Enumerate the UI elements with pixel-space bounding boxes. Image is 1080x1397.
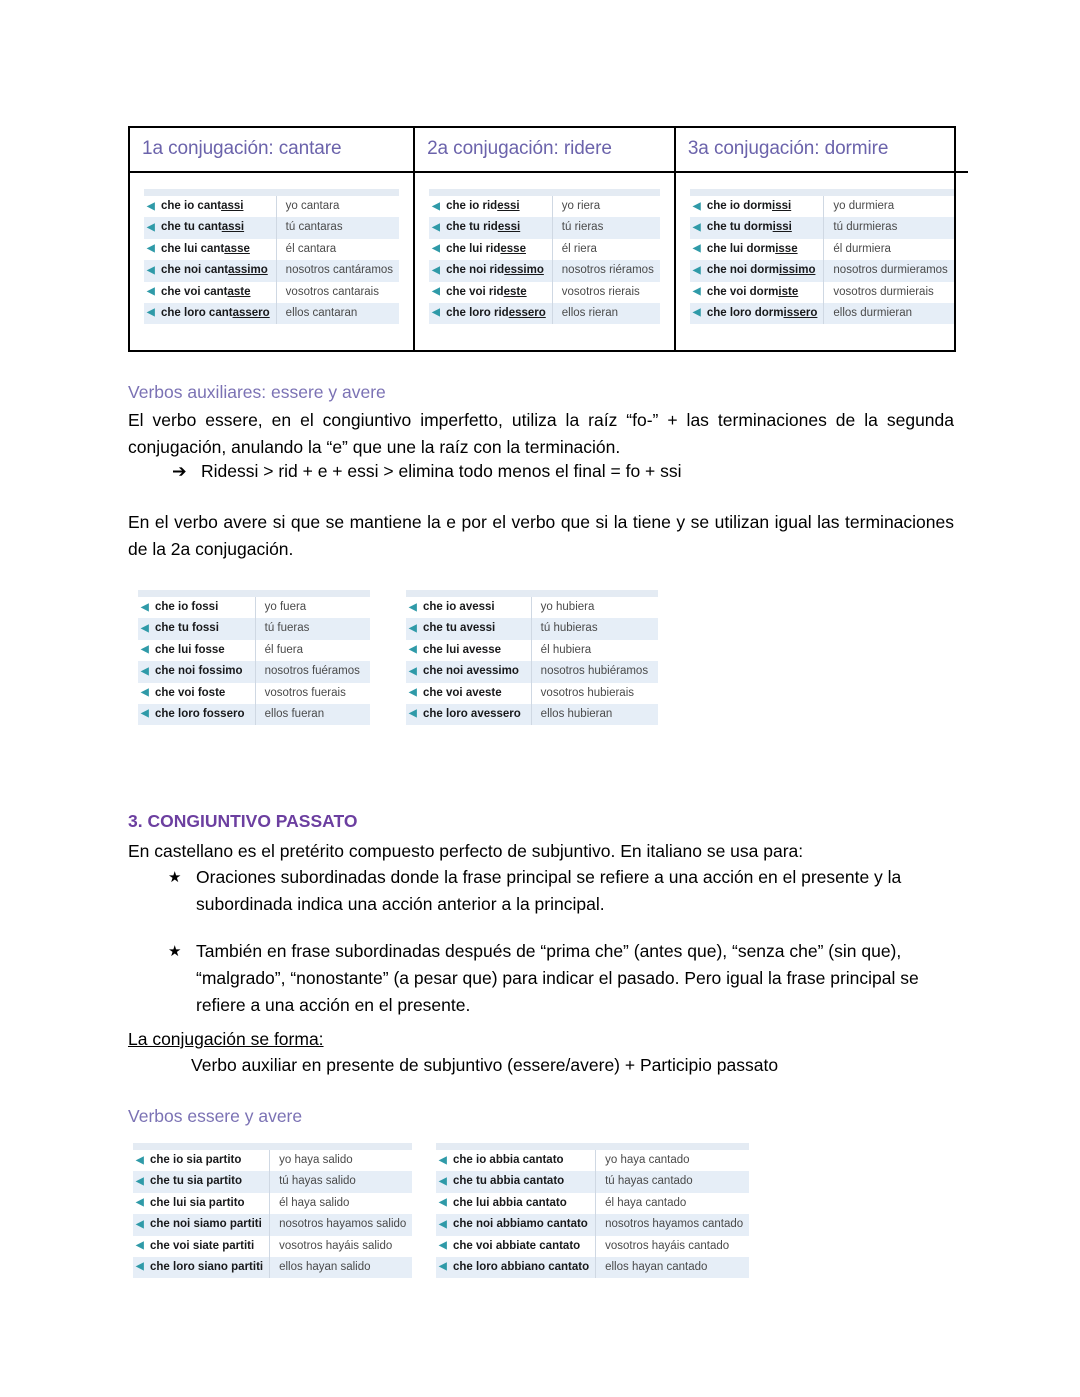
table-row	[406, 661, 658, 682]
table-row	[429, 303, 660, 324]
star-icon: ★	[168, 943, 182, 960]
table-row	[133, 1193, 412, 1214]
table-row	[690, 193, 954, 218]
speaker-icon[interactable]: ◀	[147, 243, 155, 255]
spanish-gloss-cell: nosotros hayamos salido	[279, 1218, 407, 1231]
conjugation-verb-table	[144, 189, 399, 324]
spanish-gloss-cell: nosotros hubiéramos	[540, 665, 649, 678]
italian-form-cell: ◀ che tu avessi	[406, 618, 531, 639]
italian-form-cell: ◀ che noi avessimo	[406, 661, 531, 682]
spanish-gloss-cell: tú cantaras	[285, 221, 343, 234]
table-row	[690, 260, 954, 281]
italian-form-cell: ◀ che loro abbiano cantato	[436, 1257, 596, 1278]
table-row	[406, 640, 658, 661]
speaker-icon[interactable]: ◀	[147, 264, 155, 276]
aux-paragraph-2: En el verbo avere si que se mantiene la e por el verbo que si la tiene y se utilizan igual las terminaciones de la 2a conjugación.	[128, 512, 954, 559]
speaker-icon[interactable]: ◀	[439, 1261, 447, 1273]
spanish-gloss-cell: tú durmieras	[833, 221, 898, 234]
speaker-icon[interactable]: ◀	[147, 200, 155, 212]
table-row	[429, 260, 660, 281]
table-avere-imperfetto	[406, 590, 658, 725]
table-row	[133, 1214, 412, 1235]
table-row	[406, 683, 658, 704]
speaker-icon[interactable]: ◀	[432, 221, 440, 233]
table-row	[138, 661, 370, 682]
table-row	[138, 704, 370, 725]
table-row	[690, 303, 954, 324]
star-icon: ★	[168, 869, 182, 886]
spanish-gloss-cell: ellos hubieran	[540, 707, 613, 720]
italian-form-cell: ◀ che tu ridessi	[429, 217, 552, 238]
italian-form-cell: ◀ che io cantassi	[144, 193, 276, 218]
italian-form-cell: ◀ che io dormissi	[690, 193, 824, 218]
italian-form-cell: ◀ che loro cantassero	[144, 303, 276, 324]
italian-form-cell: ◀ che tu fossi	[138, 618, 255, 639]
table-row	[144, 193, 399, 218]
spanish-gloss-cell: ellos cantaran	[285, 306, 358, 319]
spanish-gloss-cell: nosotros fuéramos	[264, 665, 360, 678]
conjugation-column-1	[130, 128, 415, 350]
table-row	[436, 1214, 749, 1235]
speaker-icon[interactable]: ◀	[439, 1154, 447, 1166]
speaker-icon[interactable]: ◀	[432, 307, 440, 319]
conjugation-column-body	[415, 173, 674, 350]
aux-verb-table-essere	[138, 590, 370, 725]
conjugation-column-title: 3a conjugación: dormire	[676, 128, 968, 173]
spanish-gloss-cell: yo haya salido	[279, 1154, 353, 1166]
speaker-icon[interactable]: ◀	[409, 687, 417, 698]
italian-form-cell: ◀ che lui fosse	[138, 640, 255, 661]
table-row	[144, 239, 399, 260]
speaker-icon[interactable]: ◀	[409, 708, 417, 720]
spanish-gloss-cell: yo cantara	[285, 200, 340, 212]
spanish-gloss-cell: ellos hayan salido	[279, 1260, 371, 1273]
speaker-icon[interactable]: ◀	[136, 1240, 144, 1251]
speaker-icon[interactable]: ◀	[409, 644, 417, 656]
speaker-icon[interactable]: ◀	[439, 1218, 447, 1230]
speaker-icon[interactable]: ◀	[409, 622, 417, 634]
spanish-gloss-cell: tú hubieras	[540, 622, 598, 635]
spanish-gloss-cell: vosotros durmierais	[833, 285, 934, 298]
speaker-icon[interactable]: ◀	[141, 622, 149, 634]
table-row	[436, 1236, 749, 1257]
speaker-icon[interactable]: ◀	[692, 243, 701, 255]
italian-form-cell: ◀ che lui dormisse	[690, 239, 824, 260]
speaker-icon[interactable]: ◀	[692, 307, 701, 319]
italian-form-cell: ◀ che tu dormissi	[690, 217, 824, 238]
italian-form-cell: ◀ che voi abbiate cantato	[436, 1236, 596, 1257]
speaker-icon[interactable]: ◀	[692, 264, 701, 276]
conjugation-verb-table	[429, 189, 660, 324]
conjugation-column-3	[676, 128, 968, 350]
list-item	[168, 864, 958, 918]
table-avere-passato	[436, 1143, 744, 1278]
spanish-gloss-cell: yo haya cantado	[605, 1154, 690, 1166]
list-item-text: Oraciones subordinadas donde la frase principal se refiere a una acción en el presente y la subordinada indica una acción anterior a la principal.	[196, 867, 902, 914]
speaker-icon[interactable]: ◀	[141, 644, 149, 656]
table-row	[133, 1257, 412, 1278]
table-row	[429, 239, 660, 260]
conjugation-column-title: 2a conjugación: ridere	[415, 128, 674, 173]
table-row	[429, 282, 660, 303]
aux-arrow-text: Ridessi > rid + e + essi > elimina todo menos el final = fo + ssi	[201, 461, 682, 481]
table-row	[690, 282, 954, 303]
speaker-icon[interactable]: ◀	[147, 221, 155, 233]
spanish-gloss-cell: yo durmiera	[833, 200, 895, 212]
italian-form-cell: ◀ che loro fossero	[138, 704, 255, 725]
italian-form-cell: ◀ che noi fossimo	[138, 661, 255, 682]
italian-form-cell: ◀ che voi foste	[138, 683, 255, 704]
table-row	[436, 1257, 749, 1278]
spanish-gloss-cell: nosotros durmieramos	[833, 264, 948, 277]
italian-form-cell: ◀ che voi aveste	[406, 683, 531, 704]
speaker-icon[interactable]: ◀	[147, 307, 155, 319]
table-row	[429, 193, 660, 218]
spanish-gloss-cell: él durmiera	[833, 242, 891, 255]
spanish-gloss-cell: él riera	[561, 242, 597, 255]
spanish-gloss-cell: tú hayas salido	[279, 1175, 356, 1188]
table-row	[133, 1236, 412, 1257]
italian-form-cell: ◀ che noi siamo partiti	[133, 1214, 270, 1235]
table-row	[436, 1171, 749, 1192]
spanish-gloss-cell: ellos durmieran	[833, 306, 913, 319]
table-row	[144, 217, 399, 238]
table-row	[133, 1147, 412, 1172]
table-row	[406, 704, 658, 725]
speaker-icon[interactable]: ◀	[141, 708, 149, 720]
italian-form-cell: ◀ che voi siate partiti	[133, 1236, 270, 1257]
spanish-gloss-cell: él haya cantado	[605, 1196, 687, 1209]
speaker-icon[interactable]: ◀	[432, 264, 440, 276]
aux-paragraph-1: El verbo essere, en el congiuntivo imperfetto, utiliza la raíz “fo-” + las terminaciones de la segunda conjugación, anulando la “e” que une la raíz con la terminación.	[128, 410, 954, 457]
conjugation-column-body	[130, 173, 413, 350]
spanish-gloss-cell: él cantara	[285, 242, 337, 255]
speaker-icon[interactable]: ◀	[141, 665, 149, 677]
conjugation-column-body	[676, 173, 968, 350]
speaker-icon[interactable]: ◀	[692, 286, 701, 297]
list-item	[168, 938, 958, 1019]
table-row	[436, 1147, 749, 1172]
passato-verb-table-avere-cantato	[436, 1143, 749, 1278]
italian-form-cell: ◀ che loro ridessero	[429, 303, 552, 324]
speaker-icon[interactable]: ◀	[439, 1197, 447, 1209]
italian-form-cell: ◀ che noi dormissimo	[690, 260, 824, 281]
passato-bullet-list	[168, 864, 958, 1019]
spanish-gloss-cell: ellos rieran	[561, 306, 619, 319]
table-essere-imperfetto	[138, 590, 370, 725]
italian-form-cell: ◀ che loro avessero	[406, 704, 531, 725]
table-row	[144, 260, 399, 281]
table-row	[133, 1171, 412, 1192]
italian-form-cell: ◀ che lui sia partito	[133, 1193, 270, 1214]
passato-verb-table-essere-partito	[133, 1143, 412, 1278]
italian-form-cell: ◀ che noi abbiamo cantato	[436, 1214, 596, 1235]
italian-form-cell: ◀ che tu abbia cantato	[436, 1171, 596, 1192]
speaker-icon[interactable]: ◀	[692, 200, 701, 212]
italian-form-cell: ◀ che tu sia partito	[133, 1171, 270, 1192]
spanish-gloss-cell: vosotros fuerais	[264, 686, 346, 699]
italian-form-cell: ◀ che lui abbia cantato	[436, 1193, 596, 1214]
table-row	[138, 594, 370, 619]
table-row	[406, 594, 658, 619]
speaker-icon[interactable]: ◀	[136, 1154, 144, 1166]
spanish-gloss-cell: tú rieras	[561, 221, 604, 234]
spanish-gloss-cell: vosotros hayáis cantado	[605, 1239, 730, 1252]
italian-form-cell: ◀ che tu cantassi	[144, 217, 276, 238]
table-row	[138, 640, 370, 661]
italian-form-cell: ◀ che loro dormissero	[690, 303, 824, 324]
table-row	[690, 217, 954, 238]
aux-arrow-line	[172, 458, 962, 485]
conjugation-column-title: 1a conjugación: cantare	[130, 128, 413, 173]
spanish-gloss-cell: yo fuera	[264, 601, 307, 613]
spanish-gloss-cell: nosotros riéramos	[561, 264, 654, 277]
spanish-gloss-cell: yo hubiera	[540, 601, 595, 613]
spanish-gloss-cell: nosotros cantáramos	[285, 264, 394, 277]
spanish-gloss-cell: nosotros hayamos cantado	[605, 1218, 744, 1231]
table-essere-passato	[133, 1143, 407, 1278]
italian-form-cell: ◀ che voi rideste	[429, 282, 552, 303]
speaker-icon[interactable]: ◀	[141, 601, 149, 613]
italian-form-cell: ◀ che noi cantassimo	[144, 260, 276, 281]
table-row	[138, 618, 370, 639]
passato-verbs-heading: Verbos essere y avere	[128, 1106, 303, 1126]
italian-form-cell: ◀ che lui ridesse	[429, 239, 552, 260]
conjugation-form-line: Verbo auxiliar en presente de subjuntivo (essere/avere) + Participio passato	[191, 1055, 779, 1075]
spanish-gloss-cell: ellos fueran	[264, 707, 325, 720]
table-row	[436, 1193, 749, 1214]
table-row	[144, 303, 399, 324]
spanish-gloss-cell: vosotros hubierais	[540, 686, 634, 699]
speaker-icon[interactable]: ◀	[692, 221, 701, 233]
aux-verb-table-avere	[406, 590, 658, 725]
italian-form-cell: ◀ che voi cantaste	[144, 282, 276, 303]
aux-verbs-heading: Verbos auxiliares: essere y avere	[128, 382, 386, 402]
table-row	[144, 282, 399, 303]
list-item-text: También en frase subordinadas después de “prima che” (antes que), “senza che” (sin que), “malgrado”, “nonostante” (a pesar que) para indicar el pasado. Pero igual la frase principal se refiere a una acción en el presente.	[196, 941, 919, 1015]
speaker-icon[interactable]: ◀	[141, 687, 149, 698]
spanish-gloss-cell: tú fueras	[264, 622, 310, 635]
speaker-icon[interactable]: ◀	[439, 1175, 447, 1187]
table-row	[406, 618, 658, 639]
speaker-icon[interactable]: ◀	[432, 243, 440, 255]
speaker-icon[interactable]: ◀	[136, 1218, 144, 1230]
spanish-gloss-cell: tú hayas cantado	[605, 1175, 693, 1188]
speaker-icon[interactable]: ◀	[409, 601, 417, 613]
conjugation-table-frame	[128, 126, 956, 352]
speaker-icon[interactable]: ◀	[432, 200, 440, 212]
spanish-gloss-cell: vosotros cantarais	[285, 285, 379, 298]
spanish-gloss-cell: vosotros rierais	[561, 285, 640, 298]
speaker-icon[interactable]: ◀	[136, 1197, 144, 1209]
italian-form-cell: ◀ che io ridessi	[429, 193, 552, 218]
section-title-congiuntivo-passato: 3. CONGIUNTIVO PASSATO	[128, 811, 358, 831]
italian-form-cell: ◀ che io avessi	[406, 594, 531, 619]
italian-form-cell: ◀ che noi ridessimo	[429, 260, 552, 281]
table-row	[429, 217, 660, 238]
table-row	[138, 683, 370, 704]
speaker-icon[interactable]: ◀	[136, 1261, 144, 1273]
passato-intro: En castellano es el pretérito compuesto perfecto de subjuntivo. En italiano se usa para:	[128, 841, 804, 861]
spanish-gloss-cell: yo riera	[561, 200, 601, 212]
conjugation-verb-table	[690, 189, 954, 324]
spanish-gloss-cell: ellos hayan cantado	[605, 1260, 708, 1273]
spanish-gloss-cell: él fuera	[264, 643, 303, 656]
arrow-icon: ➔	[172, 461, 187, 481]
italian-form-cell: ◀ che io abbia cantato	[436, 1147, 596, 1172]
speaker-icon[interactable]: ◀	[136, 1175, 144, 1187]
table-row	[690, 239, 954, 260]
speaker-icon[interactable]: ◀	[432, 286, 440, 297]
italian-form-cell: ◀ che loro siano partiti	[133, 1257, 270, 1278]
italian-form-cell: ◀ che io sia partito	[133, 1147, 270, 1172]
spanish-gloss-cell: vosotros hayáis salido	[279, 1239, 393, 1252]
italian-form-cell: ◀ che lui cantasse	[144, 239, 276, 260]
conjugation-form-heading: La conjugación se forma:	[128, 1029, 324, 1049]
italian-form-cell: ◀ che voi dormiste	[690, 282, 824, 303]
speaker-icon[interactable]: ◀	[439, 1240, 447, 1251]
speaker-icon[interactable]: ◀	[409, 665, 417, 677]
italian-form-cell: ◀ che io fossi	[138, 594, 255, 619]
italian-form-cell: ◀ che lui avesse	[406, 640, 531, 661]
conjugation-column-2	[415, 128, 676, 350]
spanish-gloss-cell: él haya salido	[279, 1196, 350, 1209]
speaker-icon[interactable]: ◀	[147, 286, 155, 297]
spanish-gloss-cell: él hubiera	[540, 643, 592, 656]
